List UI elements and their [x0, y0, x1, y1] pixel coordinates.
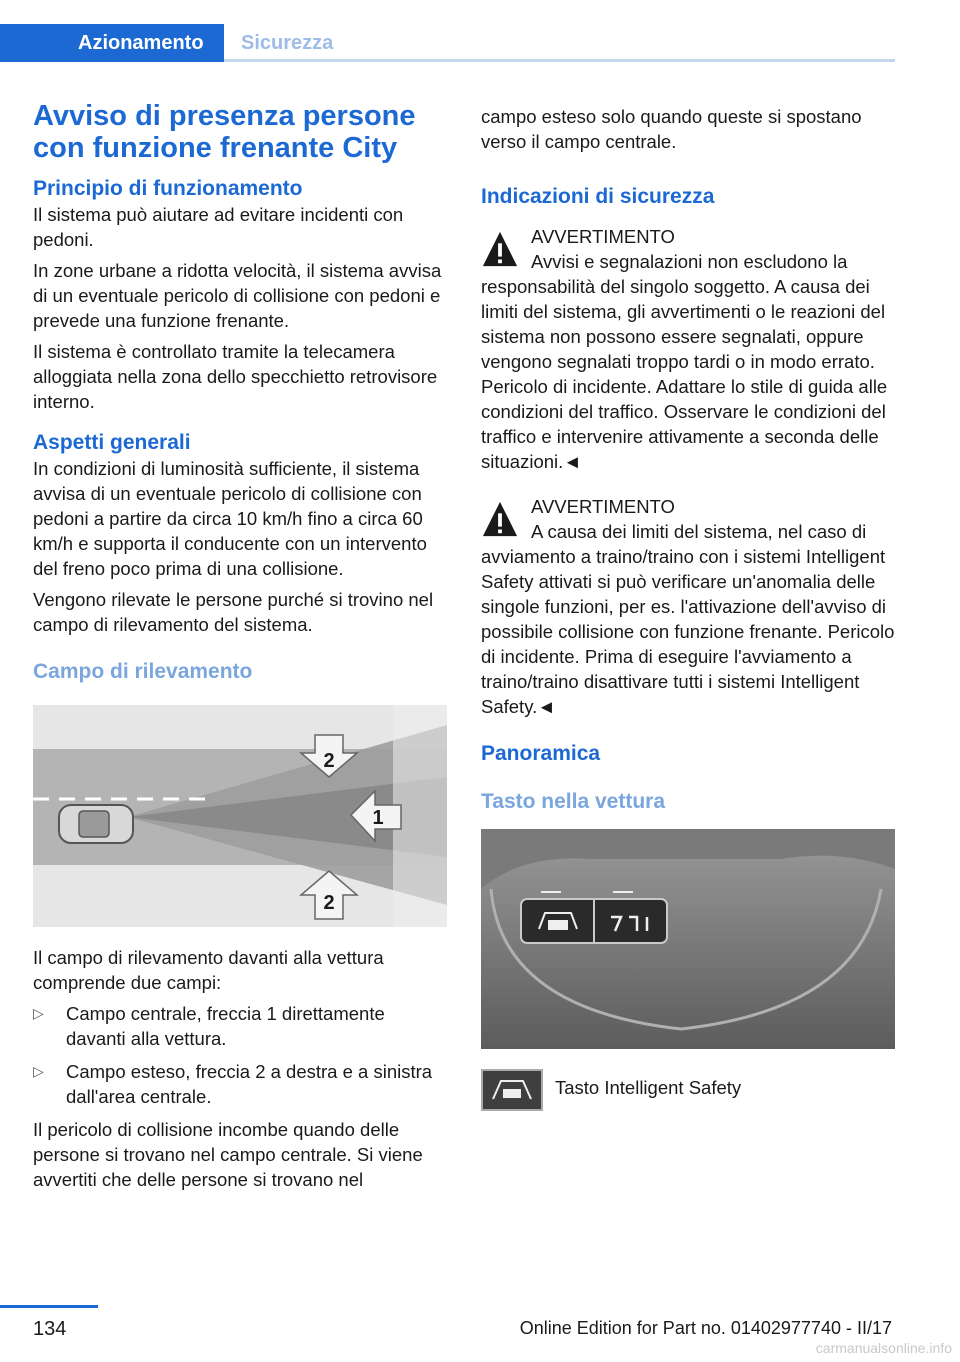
right-column	[481, 104, 895, 1115]
triangle-bullet-icon: ▷	[33, 1063, 44, 1079]
figure-label-2-bottom: 2	[323, 892, 335, 914]
figure-label-1: 1	[372, 807, 384, 829]
left-column	[33, 100, 447, 1198]
warning-box	[481, 494, 895, 719]
page-number: 134	[33, 1318, 67, 1340]
list-item: ▷ Campo centrale, freccia 1 direttamente davanti alla vettura.	[33, 1003, 385, 1049]
chapter-tabs	[0, 24, 895, 62]
heading-principle: Principio di funzionamento	[33, 177, 303, 200]
figure-label-2-top: 2	[323, 750, 335, 772]
paragraph: In condizioni di luminosità sufficiente, il sistema avvisa di un eventuale pericolo di collisione con pedoni a partire da circa 10 km/h fino a circa 60 km/h e supporta il conducente con un intervento del freno poco prima di una collisione.	[33, 458, 427, 579]
heading-safety: Indicazioni di sicurezza	[481, 185, 715, 208]
warning-triangle-icon	[481, 230, 519, 268]
warning-text: responsabilità del singolo soggetto. A causa dei limiti del sistema, gli avvertimenti o le reazioni del sistema non possono essere segnalati, oppure vengono segnalati troppo tardi o in modo errato. Pericolo di incidente. Adattare lo stile di guida alle condizioni del traffico. Osservare le condizioni del traffico e intervenire attivamente a seconda delle situazioni.◄	[481, 276, 888, 472]
paragraph: Vengono rilevate le persone purché si trovino nel campo di rilevamento del sistema.	[33, 589, 434, 635]
intelligent-safety-icon	[481, 1069, 543, 1111]
button-photo	[481, 829, 895, 1049]
page-title: Avviso di presenza persone con funzione frenante City	[33, 100, 416, 164]
warning-box	[481, 224, 895, 474]
detection-range-diagram	[33, 705, 447, 927]
heading-general: Aspetti generali	[33, 431, 191, 454]
legend-text: Tasto Intelligent Safety	[555, 1077, 742, 1098]
warning-heading: AVVERTIMENTO	[531, 496, 675, 517]
heading-button: Tasto nella vettura	[481, 790, 665, 813]
heading-overview: Panoramica	[481, 742, 601, 765]
paragraph: In zone urbane a ridotta velocità, il sistema avvisa di un eventuale pericolo di collisione con pedoni e prevede una funzione frenante.	[33, 260, 442, 331]
watermark: carmanualsonline.info	[815, 1340, 952, 1356]
button-legend	[481, 1069, 895, 1115]
tab-azionamento[interactable]: Azionamento	[0, 24, 224, 62]
warning-triangle-icon	[481, 500, 519, 538]
paragraph: Il sistema può aiutare ad evitare incidenti con pedoni.	[33, 204, 404, 250]
heading-detection-range: Campo di rilevamento	[33, 660, 253, 683]
tab-sicurezza[interactable]: Sicurezza	[241, 32, 334, 54]
car-icon	[59, 805, 133, 843]
warning-text: avviamento a traino/traino con i sistemi Intelligent Safety attivati si può verificare un'anomalia delle singole funzioni, per es. l'attivazione dell'avviso di possibile collisione con funzione frenante. Pericolo di incidente. Prima di eseguire l'avviamento a traino/traino disattivare tutti i sistemi Intelligent Safety.◄	[481, 546, 895, 717]
warning-first-line: A causa dei limiti del sistema, nel caso di	[531, 521, 867, 542]
warning-heading: AVVERTIMENTO	[531, 226, 675, 247]
footer-rule	[0, 1305, 98, 1308]
paragraph: Il campo di rilevamento davanti alla vettura comprende due campi:	[33, 947, 384, 993]
paragraph: campo esteso solo quando queste si spostano verso il campo centrale.	[481, 106, 862, 152]
warning-first-line: Avvisi e segnalazioni non escludono la	[531, 251, 848, 272]
detection-fields-list	[33, 1001, 447, 1109]
paragraph: Il pericolo di collisione incombe quando delle persone si trovano nel campo centrale. Si viene avvertiti che delle persone si trovano nel	[33, 1119, 423, 1190]
triangle-bullet-icon: ▷	[33, 1005, 44, 1021]
edition-text: Online Edition for Part no. 01402977740 - II/17	[519, 1318, 892, 1338]
paragraph: Il sistema è controllato tramite la telecamera alloggiata nella zona dello specchietto retrovisore interno.	[33, 341, 438, 412]
list-item: ▷ Campo esteso, freccia 2 a destra e a sinistra dall'area centrale.	[33, 1061, 433, 1107]
